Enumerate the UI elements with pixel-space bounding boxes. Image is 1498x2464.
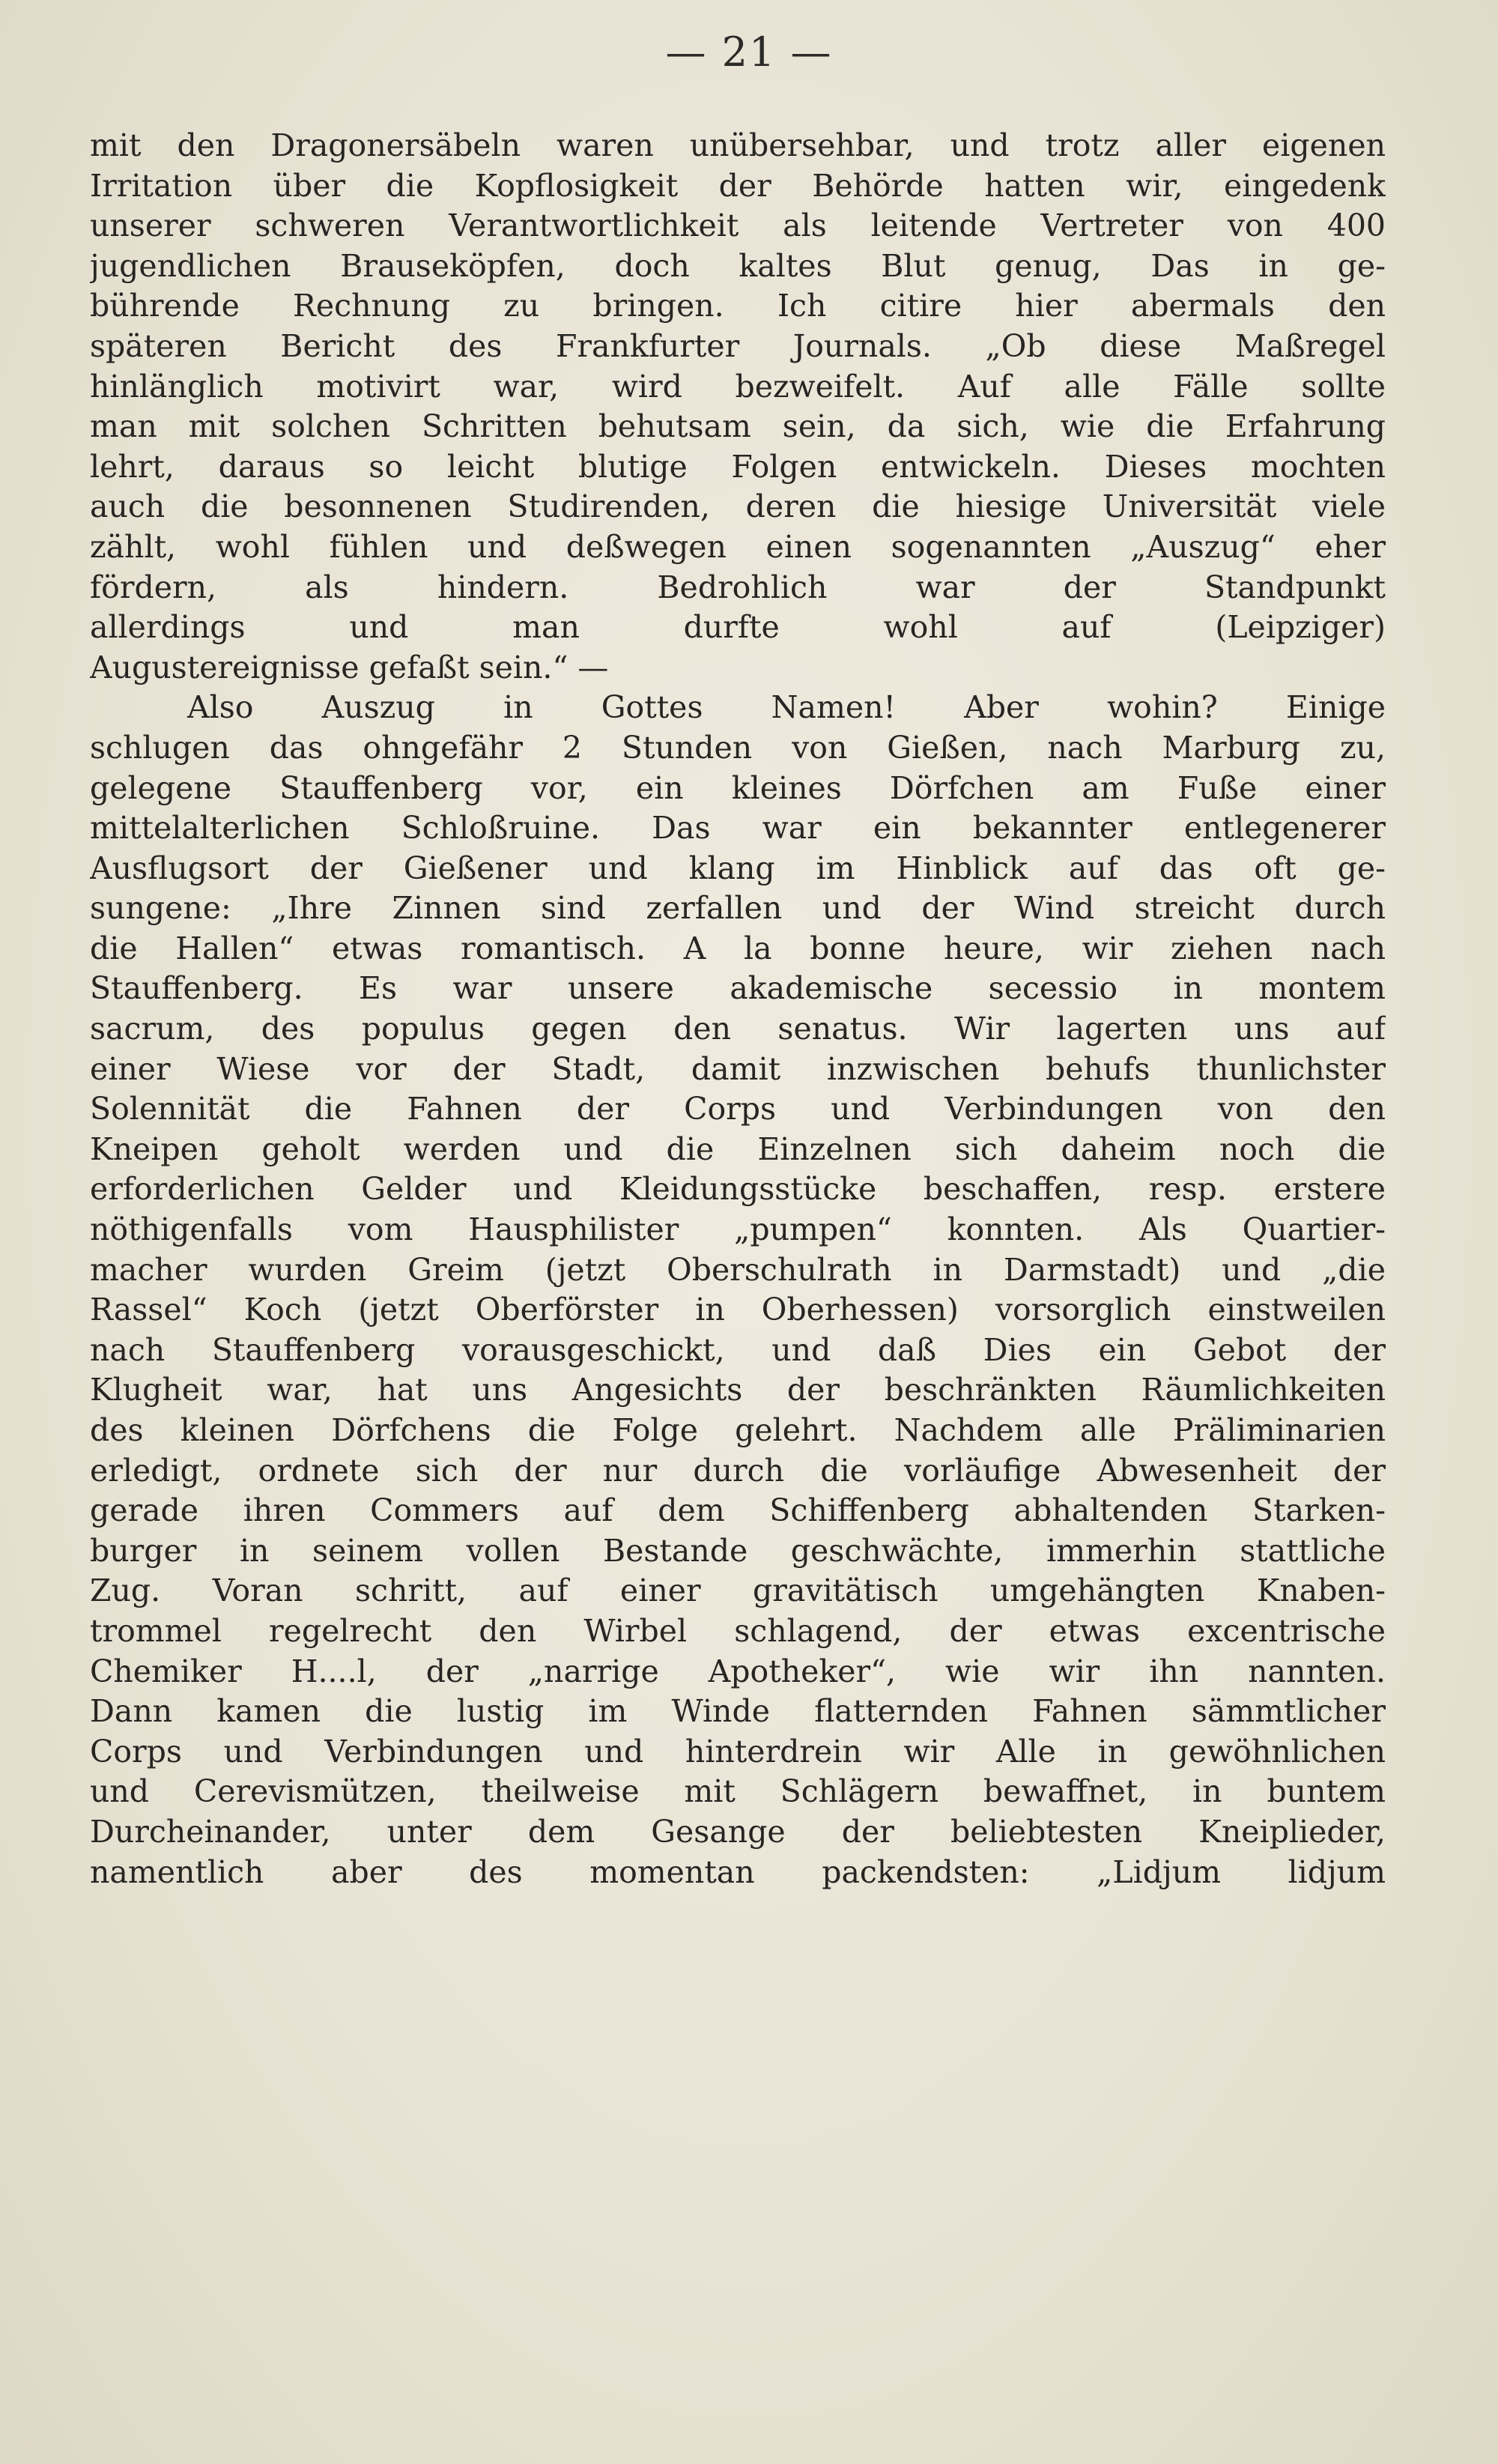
text-line: erledigt, ordnete sich der nur durch die vorläufige Abwesenheit der (90, 1452, 1386, 1489)
text-line: hinlänglich motivirt war, wird bezweifelt. Auf alle Fälle sollte (90, 368, 1386, 405)
text-line: macher wurden Greim (jetzt Oberschulrath in Darmstadt) und „die (90, 1251, 1386, 1288)
text-line: Corps und Verbindungen und hinterdrein wir Alle in gewöhnlichen (90, 1733, 1386, 1770)
text-line: Augustereignisse gefaßt sein.“ — (90, 649, 609, 685)
text-line: Klugheit war, hat uns Angesichts der beschränkten Räumlichkeiten (90, 1372, 1386, 1408)
text-line: Zug. Voran schritt, auf einer gravitätisch umgehängten Knaben- (90, 1572, 1386, 1609)
text-line: man mit solchen Schritten behutsam sein, da sich, wie die Erfahrung (90, 408, 1386, 445)
body-text (90, 126, 1386, 1892)
text-line: auch die besonnenen Studirenden, deren die hiesige Universität viele (90, 488, 1386, 525)
text-line: Dann kamen die lustig im Winde flatternden Fahnen sämmtlicher (90, 1693, 1386, 1730)
text-line: erforderlichen Gelder und Kleidungsstücke beschaffen, resp. erstere (90, 1171, 1386, 1208)
text-line: Kneipen geholt werden und die Einzelnen sich daheim noch die (90, 1130, 1386, 1167)
text-line: schlugen das ohngefähr 2 Stunden von Gießen, nach Marburg zu, (90, 729, 1386, 766)
text-line: mit den Dragonersäbeln waren unübersehbar, und trotz aller eigenen (90, 127, 1386, 163)
text-line: Stauffenberg. Es war unsere akademische secessio in montem (90, 970, 1386, 1007)
text-line: Rassel“ Koch (jetzt Oberförster in Oberhessen) vorsorglich einstweilen (90, 1292, 1386, 1328)
text-line: sungene: „Ihre Zinnen sind zerfallen und der Wind streicht durch (90, 890, 1386, 927)
text-line: fördern, als hindern. Bedrohlich war der Standpunkt (90, 569, 1386, 605)
text-line: des kleinen Dörfchens die Folge gelehrt. Nachdem alle Präliminarien (90, 1412, 1386, 1448)
text-line: unserer schweren Verantwortlichkeit als leitende Vertreter von 400 (90, 208, 1386, 244)
text-line: gelegene Stauffenberg vor, ein kleines Dörfchen am Fuße einer (90, 769, 1386, 806)
text-line: Ausflugsort der Gießener und klang im Hinblick auf das oft ge- (90, 850, 1386, 886)
text-line: sacrum, des populus gegen den senatus. Wir lagerten uns auf (90, 1011, 1386, 1047)
text-line: Chemiker H....l, der „narrige Apotheker“, wie wir ihn nannten. (90, 1653, 1386, 1689)
text-line: späteren Bericht des Frankfurter Journals. „Ob diese Maßregel (90, 327, 1386, 364)
text-line: Also Auszug in Gottes Namen! Aber wohin? Einige (187, 689, 1386, 726)
text-line: nöthigenfalls vom Hausphilister „pumpen“ konnten. Als Quartier- (90, 1211, 1386, 1248)
text-line: und Cerevismützen, theilweise mit Schlägern bewaffnet, in buntem (90, 1773, 1386, 1810)
text-line: einer Wiese vor der Stadt, damit inzwischen behufs thunlichster (90, 1050, 1386, 1087)
text-line: zählt, wohl fühlen und deßwegen einen sogenannten „Auszug“ eher (90, 528, 1386, 565)
text-line: trommel regelrecht den Wirbel schlagend, der etwas excentrische (90, 1612, 1386, 1649)
text-line: gerade ihren Commers auf dem Schiffenberg abhaltenden Starken- (90, 1492, 1386, 1529)
page-number: — 21 — (665, 28, 833, 76)
text-line: Durcheinander, unter dem Gesange der beliebtesten Kneiplieder, (90, 1813, 1386, 1850)
text-line: namentlich aber des momentan packendsten: „Lidjum lidjum (90, 1853, 1386, 1890)
text-line: mittelalterlichen Schloßruine. Das war ein bekannter entlegenerer (90, 810, 1386, 847)
text-line: Irritation über die Kopflosigkeit der Behörde hatten wir, eingedenk (90, 167, 1386, 204)
text-line: die Hallen“ etwas romantisch. A la bonne heure, wir ziehen nach (90, 930, 1386, 966)
text-line: nach Stauffenberg vorausgeschickt, und daß Dies ein Gebot der (90, 1331, 1386, 1368)
text-line: burger in seinem vollen Bestande geschwächte, immerhin stattliche (90, 1532, 1386, 1569)
text-line: bührende Rechnung zu bringen. Ich citire hier abermals den (90, 288, 1386, 324)
text-line: Solennität die Fahnen der Corps und Verbindungen von den (90, 1091, 1386, 1127)
text-line: jugendlichen Brauseköpfen, doch kaltes Blut genug, Das in ge- (90, 247, 1386, 284)
text-line: allerdings und man durfte wohl auf (Leipziger) (90, 609, 1386, 646)
text-line: lehrt, daraus so leicht blutige Folgen entwickeln. Dieses mochten (90, 448, 1386, 485)
